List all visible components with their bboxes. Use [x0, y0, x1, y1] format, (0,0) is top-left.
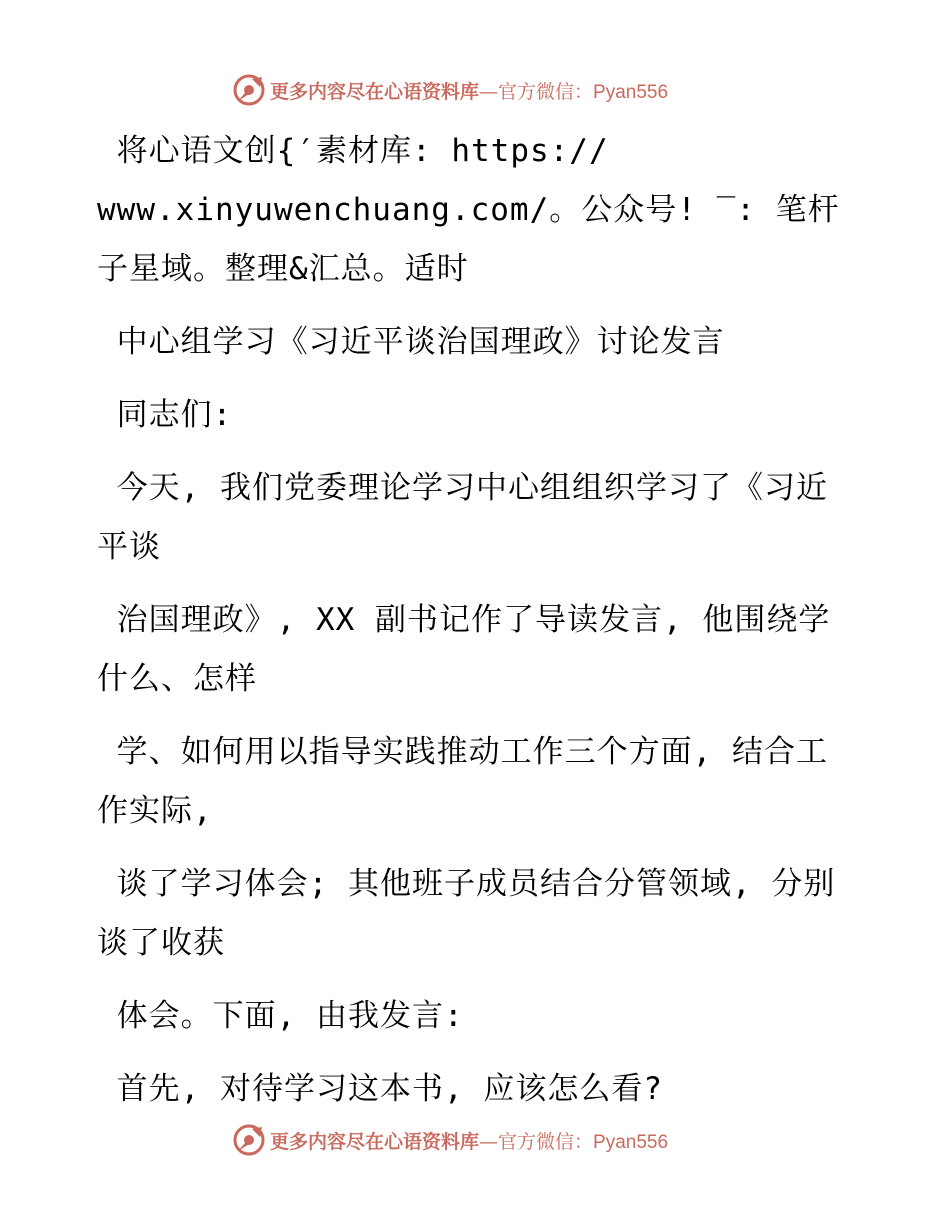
header-banner-text: 更多内容尽在心语资料库—官方微信：Pyan556 [270, 80, 669, 103]
paragraph-title: 中心组学习《习近平谈治国理政》讨论发言 [97, 324, 725, 360]
paragraph-salutation: 同志们: [97, 397, 233, 433]
pen-nib-logo-icon [232, 73, 266, 107]
paragraph-body-3: 学、如何用以指导实践推动工作三个方面, 结合工作实际, [97, 734, 828, 829]
footer-banner-text: 更多内容尽在心语资料库—官方微信：Pyan556 [270, 1130, 669, 1153]
paragraph-body-6: 首先, 对待学习这本书, 应该怎么看? [97, 1071, 663, 1107]
paragraph-body-2: 治国理政》, XX 副书记作了导读发言, 他围绕学什么、怎样 [97, 602, 831, 697]
paragraph-body-1: 今天, 我们党委理论学习中心组组织学习了《习近平谈 [97, 470, 828, 565]
header-watermark-banner [232, 72, 712, 108]
paragraph-body-4: 谈了学习体会; 其他班子成员结合分管领域, 分别谈了收获 [97, 866, 836, 961]
paragraph-source-note: 将心语文创{′素材库: https:// www.xinyuwenchuang.com/。公众号! ‾: 笔杆子星域。整理&汇总。适时 [97, 133, 840, 287]
document-body [97, 122, 857, 1119]
pen-nib-logo-icon [232, 1123, 266, 1157]
footer-watermark-banner [232, 1122, 712, 1158]
paragraph-body-5: 体会。下面, 由我发言: [97, 998, 464, 1034]
